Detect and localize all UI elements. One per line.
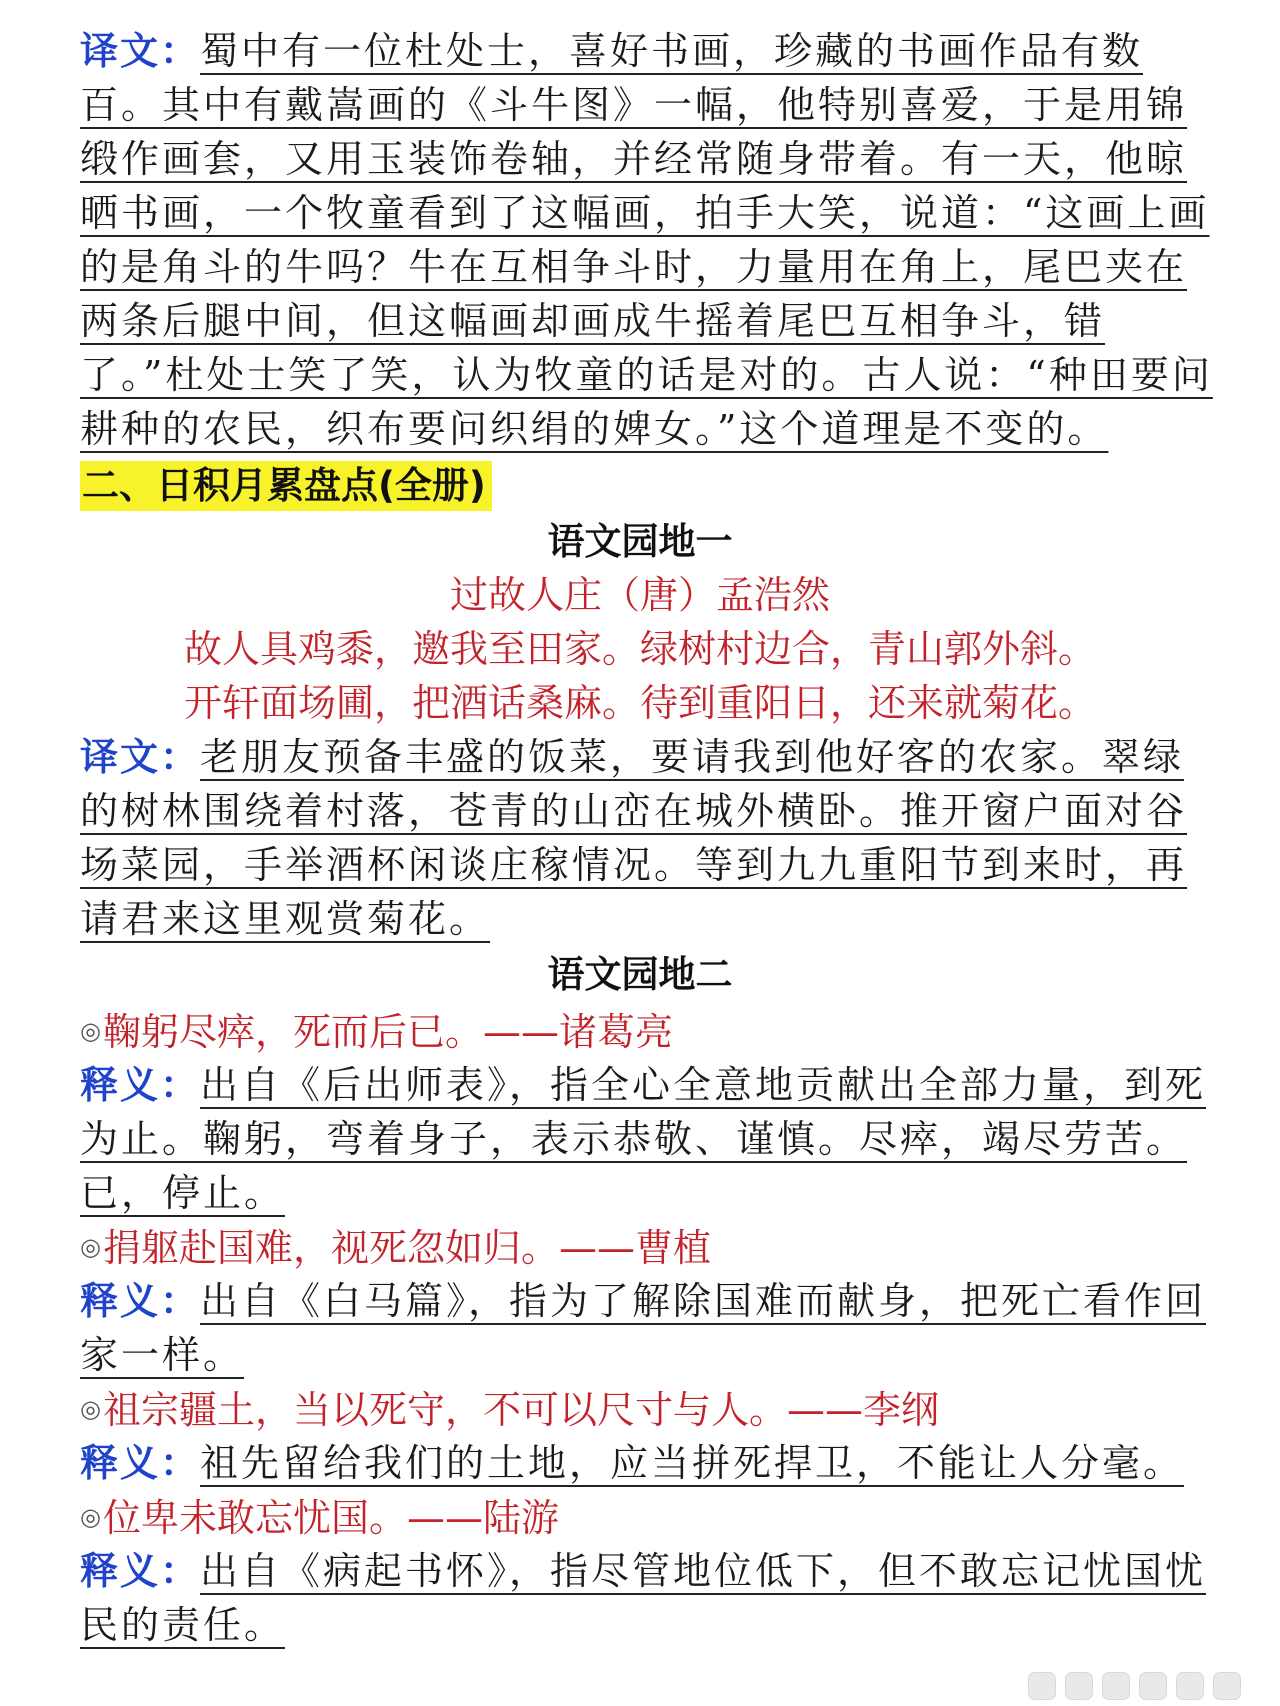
quote-3 <box>80 1382 1215 1437</box>
poem-title: 过故人庄（唐）孟浩然 <box>449 573 830 617</box>
translation-text: 蜀中有一位杜处士，喜好书画，珍藏的书画作品有数百。其中有戴嵩画的《斗牛图》一幅，他特别喜爱，于是用锦缎作画套，又用玉装饰卷轴，并经常随身带着。有一天，他晾晒书画，一个牧童看到了这幅画，拍手大笑，说道：“这画上画的是角斗的牛吗？牛在互相争斗时，力量用在角上，尾巴夹在两条后腿中间，但这幅画却画成牛摇着尾巴互相争斗，错了。”杜处士笑了笑，认为牧童的话是对的。古人说：“种田要问耕种的农民，织布要问织绢的婢女。”这个道理是不变的。 <box>80 29 1213 451</box>
page-dot-icon[interactable] <box>1176 1672 1204 1700</box>
meaning-label: 释义： <box>80 1549 201 1593</box>
quote-4 <box>80 1490 1215 1545</box>
quote-text: 捐躯赴国难，视死忽如归。——曹植 <box>102 1226 711 1270</box>
bullet-icon: ◎ <box>80 1503 101 1531</box>
translation-paragraph-dushu <box>80 24 1215 456</box>
meaning-label: 释义： <box>80 1279 201 1323</box>
meaning-text: 出自《病起书怀》，指尽管地位低下，但不敢忘记忧国忧民的责任。 <box>80 1549 1207 1647</box>
unit-title-2: 语文园地二 <box>547 953 733 996</box>
quote-text: 鞠躬尽瘁，死而后已。——诸葛亮 <box>102 1010 673 1054</box>
meaning-label: 释义： <box>80 1441 201 1485</box>
quote-2 <box>80 1220 1215 1275</box>
quote-1 <box>80 1004 1215 1059</box>
page-indicator <box>1028 1672 1241 1700</box>
translation-paragraph-poem <box>80 730 1215 946</box>
meaning-paragraph-4 <box>80 1544 1215 1652</box>
meaning-text: 出自《后出师表》，指全心全意地贡献出全部力量，到死为止。鞠躬，弯着身子，表示恭敬、谨慎。尽瘁，竭尽劳苦。已，停止。 <box>80 1063 1207 1215</box>
poem-line-2: 开轩面场圃，把酒话桑麻。待到重阳日，还来就菊花。 <box>183 681 1096 725</box>
bullet-icon: ◎ <box>80 1395 101 1423</box>
quote-text: 祖宗疆土，当以死守，不可以尺寸与人。——李纲 <box>102 1388 939 1432</box>
unit-title-1: 语文园地一 <box>547 520 733 563</box>
translation-text: 老朋友预备丰盛的饭菜，要请我到他好客的农家。翠绿的树林围绕着村落，苍青的山峦在城外横卧。推开窗户面对谷场菜园，手举酒杯闲谈庄稼情况。等到九九重阳节到来时，再请君来这里观赏菊花。 <box>80 735 1188 941</box>
page-dot-icon[interactable] <box>1139 1672 1167 1700</box>
page-dot-icon[interactable] <box>1065 1672 1093 1700</box>
meaning-text: 祖先留给我们的土地，应当拼死捍卫，不能让人分毫。 <box>200 1441 1185 1485</box>
bullet-icon: ◎ <box>80 1233 101 1261</box>
translation-label: 译文： <box>80 29 201 73</box>
meaning-label: 释义： <box>80 1063 201 1107</box>
page-dot-icon[interactable] <box>1102 1672 1130 1700</box>
page-dot-icon[interactable] <box>1028 1672 1056 1700</box>
meaning-paragraph-1 <box>80 1058 1215 1220</box>
meaning-paragraph-2 <box>80 1274 1215 1382</box>
translation-label: 译文： <box>80 735 201 779</box>
page-dot-icon[interactable] <box>1213 1672 1241 1700</box>
poem-line-1: 故人具鸡黍，邀我至田家。绿树村边合，青山郭外斜。 <box>183 627 1096 671</box>
meaning-paragraph-3 <box>80 1436 1215 1490</box>
quote-text: 位卑未敢忘忧国。——陆游 <box>102 1496 559 1540</box>
section-title: 二、日积月累盘点(全册) <box>80 461 492 511</box>
meaning-text: 出自《白马篇》，指为了解除国难而献身，把死亡看作回家一样。 <box>80 1279 1207 1377</box>
bullet-icon: ◎ <box>80 1017 101 1045</box>
